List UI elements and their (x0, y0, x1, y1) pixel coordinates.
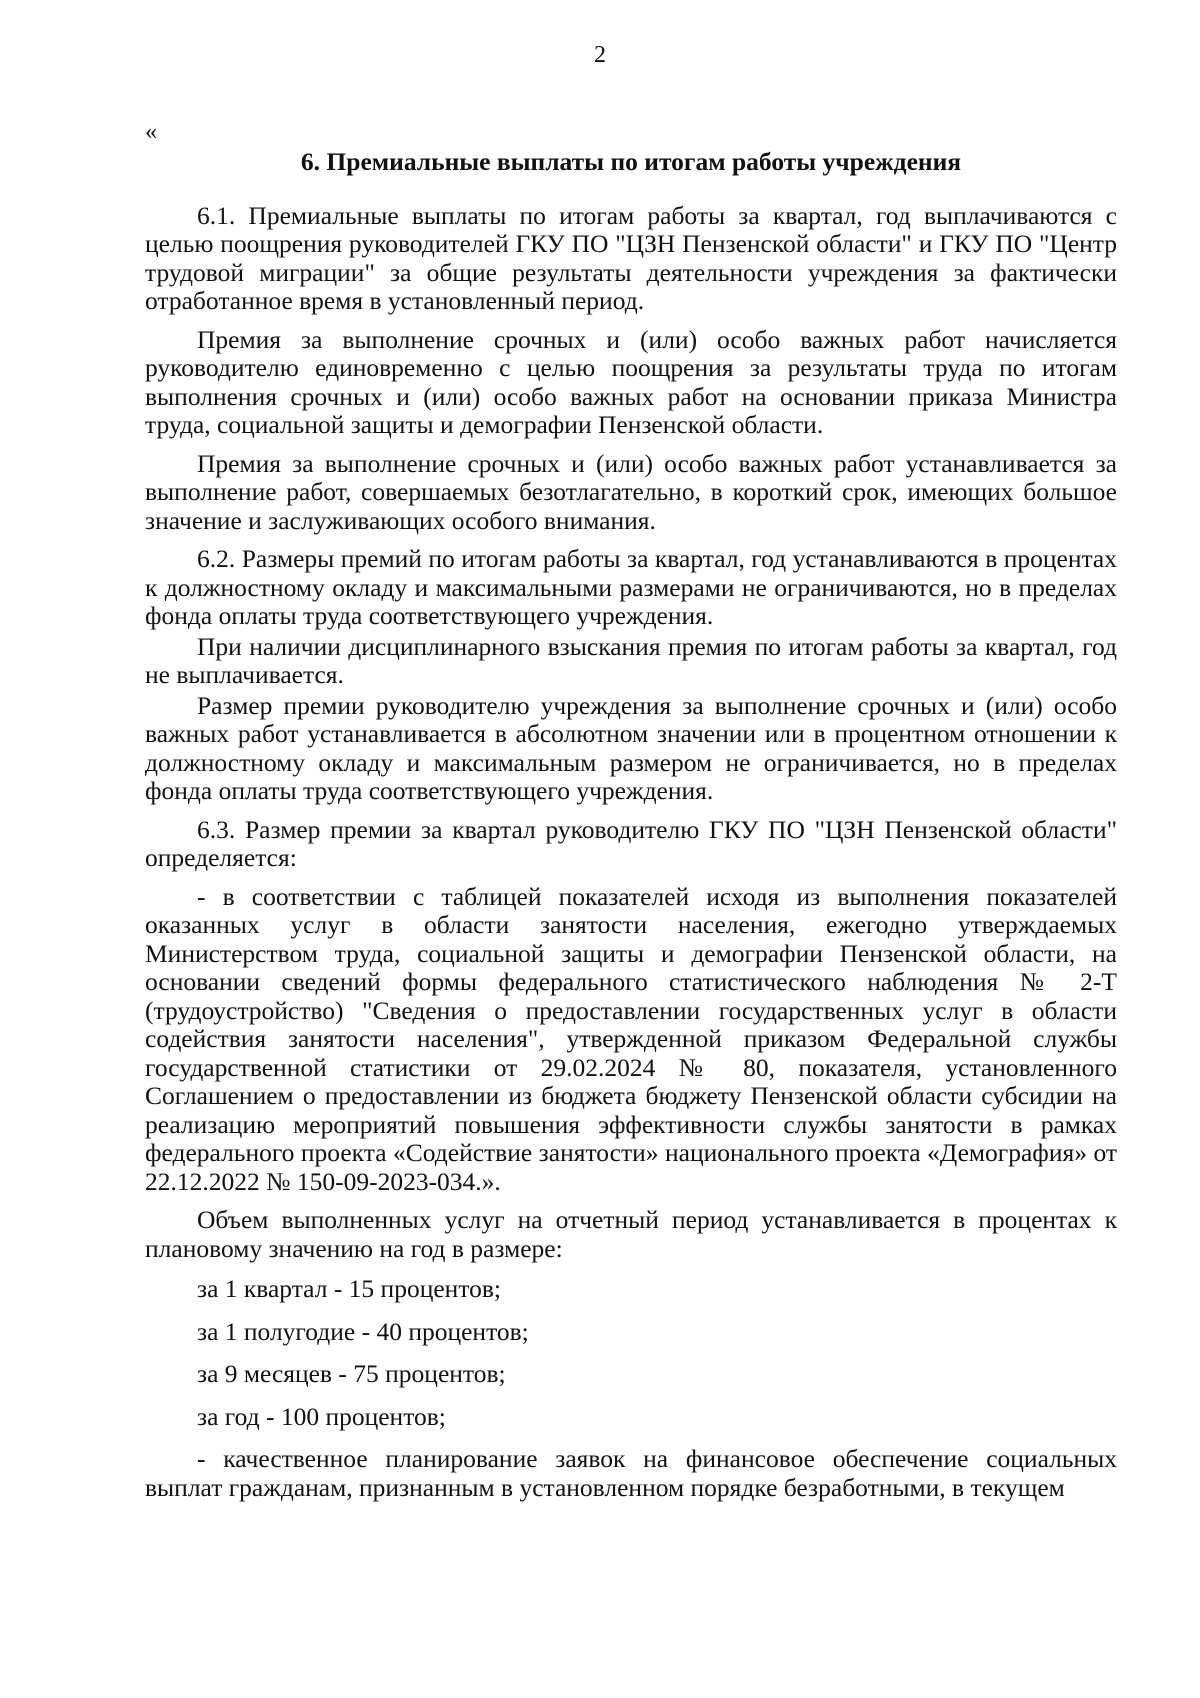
page-number: 2 (594, 42, 606, 68)
paragraph-indicators-table: - в соответствии с таблицей показателей исходя из выполнения показателей оказанных услуг в области занятости населения, ежегодно утверждаемых Министерством труда, социальной защиты и демографии Пензенской области, на основании сведений формы федерального статистического наблюдения № 2-Т (трудоустройство) "Сведения о предоставлении государственных услуг в области содействия занятости населения", утвержденной приказом Федеральной службы государственной статистики от 29.02.2024 № 80, показателя, установленного Соглашением о предоставлении из бюджета бюджету Пензенской области субсидии на реализацию мероприятий повышения эффективности службы занятости в рамках федерального проекта «Содействие занятости» национального проекта «Демография» от 22.12.2022 № 150-09-2023-034.». (145, 881, 1117, 1196)
list-item-q1: за 1 квартал - 15 процентов; (197, 1274, 501, 1303)
paragraph-urgent-work-definition: Премия за выполнение срочных и (или) особо важных работ устанавливается за выполнение работ, совершаемых безотлагательно, в короткий срок, имеющих большое значение и заслуживающих особого внимания. (145, 448, 1117, 535)
opening-quote-mark: « (145, 119, 157, 145)
paragraph-urgent-work-bonus: Премия за выполнение срочных и (или) особо важных работ начисляется руководителю единовременно с целью поощрения за результаты труда по итогам выполнения срочных и (или) особо важных работ на основании приказа Министра труда, социальной защиты и демографии Пензенской области. (145, 324, 1117, 439)
paragraph-director-bonus-size: Размер премии руководителю учреждения за выполнение срочных и (или) особо важных работ устанавливается в абсолютном значении или в процентном отношении к должностному окладу и максимальным размером не ограничивается, но в пределах фонда оплаты труда соответствующего учреждения. (145, 690, 1117, 805)
list-item-year: за год - 100 процентов; (197, 1401, 446, 1431)
paragraph-6-1: 6.1. Премиальные выплаты по итогам работы за квартал, год выплачиваются с целью поощрения руководителей ГКУ ПО "ЦЗН Пензенской области" и ГКУ ПО "Центр трудовой миграции" за общие результаты деятельности учреждения за фактически отработанное время в установленный период. (145, 200, 1117, 315)
paragraph-6-2: 6.2. Размеры премий по итогам работы за квартал, год устанавливаются в процентах к должностному окладу и максимальными размерами не ограничиваются, но в пределах фонда оплаты труда соответствующего учреждения. (145, 544, 1117, 630)
section-title: 6. Премиальные выплаты по итогам работы учреждения (300, 147, 962, 176)
paragraph-disciplinary: При наличии дисциплинарного взыскания премия по итогам работы за квартал, год не выплачивается. (145, 631, 1117, 689)
paragraph-6-3: 6.3. Размер премии за квартал руководителю ГКУ ПО "ЦЗН Пензенской области" определяется: (145, 814, 1117, 872)
list-item-9-months: за 9 месяцев - 75 процентов; (197, 1359, 506, 1388)
document-body (145, 148, 1117, 1512)
list-item-half-year: за 1 полугодие - 40 процентов; (197, 1316, 529, 1346)
paragraph-planning-applications: - качественное планирование заявок на финансовое обеспечение социальных выплат гражданам, признанным в установленном порядке безработными, в текущем (145, 1444, 1117, 1502)
paragraph-services-volume: Объем выполненных услуг на отчетный период устанавливается в процентах к плановому значению на год в размере: (145, 1205, 1117, 1263)
